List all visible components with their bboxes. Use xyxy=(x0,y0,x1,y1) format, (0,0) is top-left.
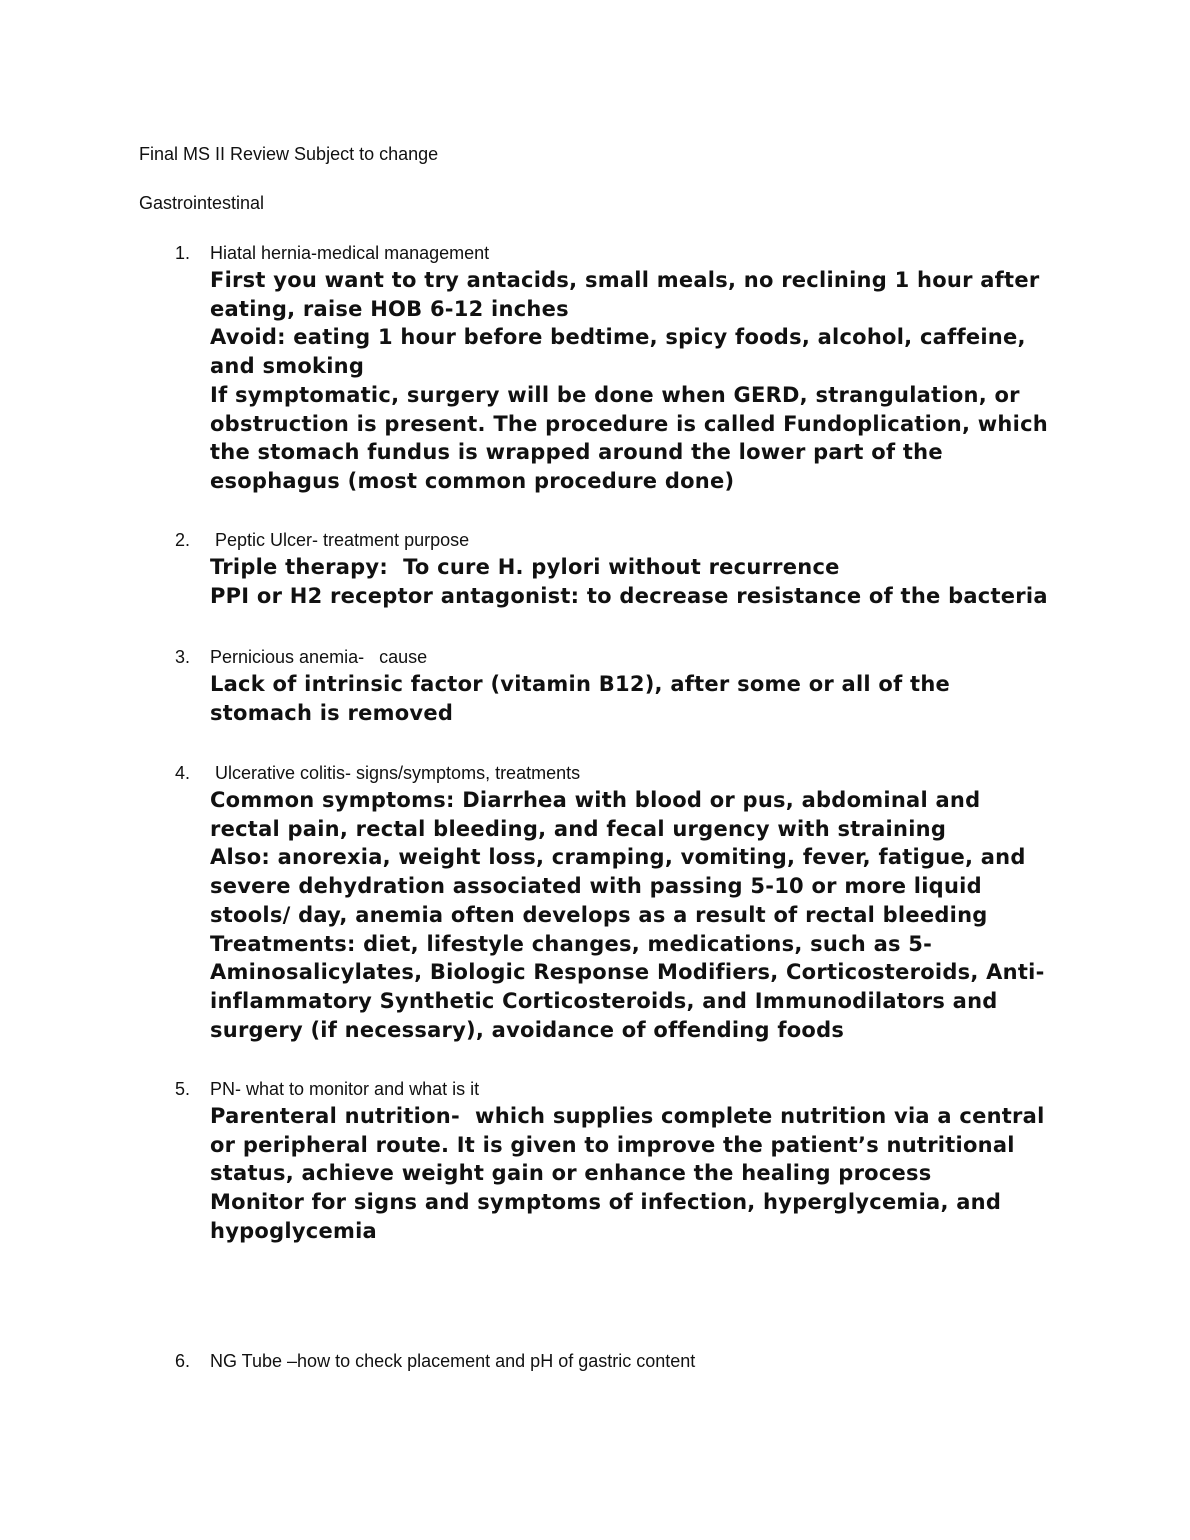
list-item-heading: PN- what to monitor and what is it xyxy=(210,1079,480,1099)
answer-paragraph: Avoid: eating 1 hour before bedtime, spicy foods, alcohol, caffeine, and smoking xyxy=(210,325,1034,379)
answer-paragraph: Also: anorexia, weight loss, cramping, vomiting, fever, fatigue, and severe dehydration associated with passing 5-10 or more liquid stools/ day, anemia often develops as a result of rectal bleeding xyxy=(210,845,1034,927)
list-number: 6. xyxy=(175,1351,191,1371)
list-number: 4. xyxy=(175,763,191,783)
list-item-answer xyxy=(210,553,1055,610)
list-item-heading: Ulcerative colitis- signs/symptoms, treatments xyxy=(210,763,581,783)
answer-paragraph: If symptomatic, surgery will be done when GERD, strangulation, or obstruction is present. The procedure is called Fundoplication, which the stomach fundus is wrapped around the lower part of the esophagus (most common procedure done) xyxy=(210,382,1056,493)
answer-paragraph: Lack of intrinsic factor (vitamin B12), after some or all of the stomach is removed xyxy=(210,672,958,725)
list-item-answer xyxy=(210,670,1055,727)
list-item-answer xyxy=(210,266,1055,496)
list-number: 2. xyxy=(175,530,191,550)
answer-paragraph: Treatments: diet, lifestyle changes, medications, such as 5-Aminosalicylates, Biologic Response Modifiers, Corticosteroids, Anti-inflammatory Synthetic Corticosteroids, and Immunodilators and surgery (if necessary), avoidance of offending foods xyxy=(210,931,1045,1042)
list-item-heading: Peptic Ulcer- treatment purpose xyxy=(210,530,470,550)
answer-paragraph: First you want to try antacids, small meals, no reclining 1 hour after eating, raise HOB 6-12 inches xyxy=(210,268,1048,321)
list-number: 5. xyxy=(175,1079,191,1099)
list-item-heading: Hiatal hernia-medical management xyxy=(210,243,490,263)
list-number: 1. xyxy=(175,243,191,263)
list-item-heading: NG Tube –how to check placement and pH of gastric content xyxy=(210,1351,696,1371)
answer-paragraph: Monitor for signs and symptoms of infection, hyperglycemia, and hypoglycemia xyxy=(210,1190,1009,1243)
answer-paragraph: PPI or H2 receptor antagonist: to decrease resistance of the bacteria xyxy=(210,583,1048,608)
answer-paragraph: Triple therapy: To cure H. pylori without recurrence xyxy=(210,555,840,579)
section-heading: Gastrointestinal xyxy=(139,193,265,213)
document-title: Final MS II Review Subject to change xyxy=(139,144,439,164)
list-item-answer xyxy=(210,786,1055,1044)
list-number: 3. xyxy=(175,647,191,667)
answer-paragraph: Common symptoms: Diarrhea with blood or pus, abdominal and rectal pain, rectal bleeding, and fecal urgency with straining xyxy=(210,788,988,841)
list-item-answer xyxy=(210,1102,1055,1246)
answer-paragraph: Parenteral nutrition- which supplies complete nutrition via a central or peripheral route. It is given to improve the patient’s nutritional status, achieve weight gain or enhance the healing process xyxy=(210,1104,1053,1186)
list-item-heading: Pernicious anemia- cause xyxy=(210,647,428,667)
